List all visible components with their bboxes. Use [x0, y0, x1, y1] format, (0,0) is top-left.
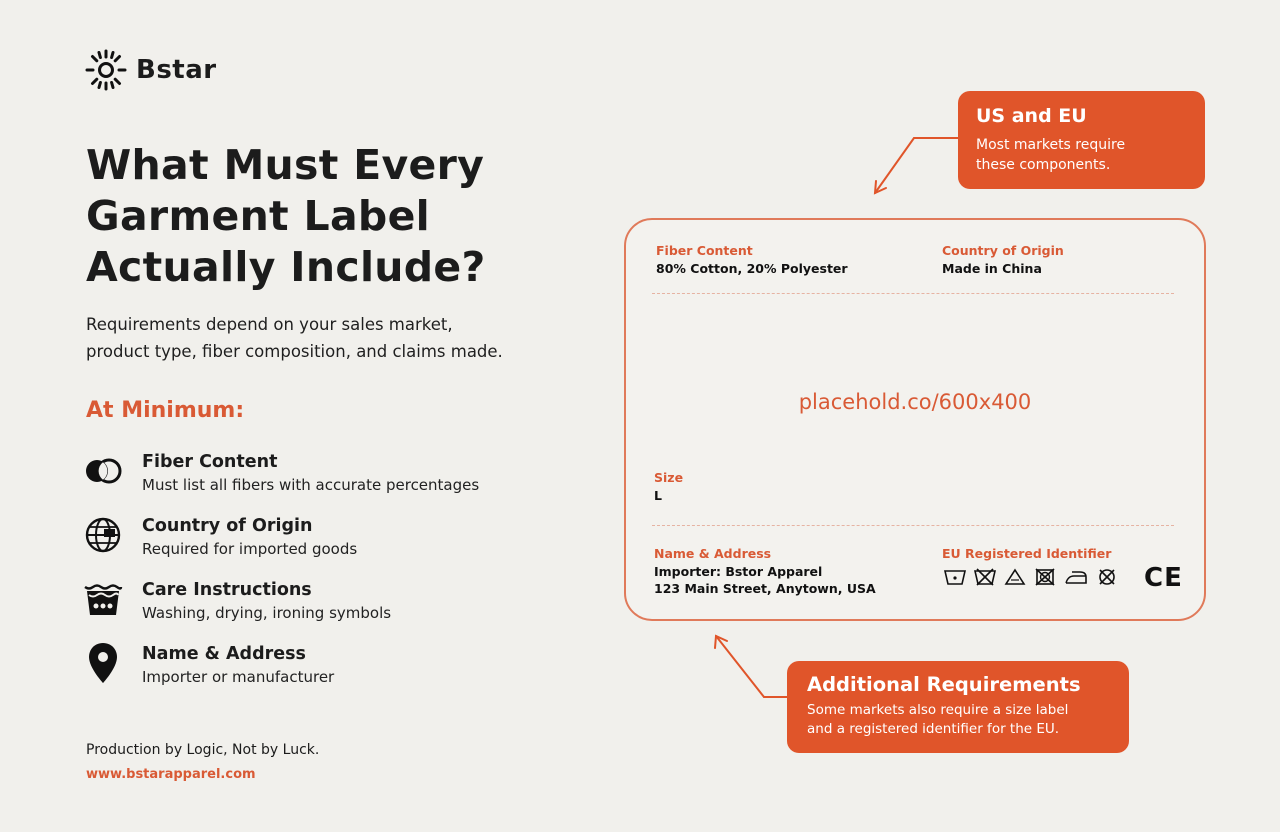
requirement-title: Fiber Content [142, 452, 278, 472]
title-line: Actually Include? [86, 243, 486, 291]
title-line: What Must Every [86, 141, 485, 189]
arrow-to-label-top [875, 138, 958, 193]
callout-title: US and EU [976, 105, 1087, 127]
label-name-address [654, 545, 876, 598]
no-tumble-dry-icon [1034, 568, 1056, 586]
requirement-desc: Importer or manufacturer [142, 668, 335, 686]
no-wash-icon [974, 568, 996, 586]
bleach-triangle-icon [1004, 568, 1026, 586]
arrow-to-label-bottom [715, 636, 787, 697]
callout-line: these components. [976, 157, 1111, 173]
brand-name: Bstar [136, 55, 217, 85]
ce-mark: CE [1144, 563, 1183, 593]
callout-title: Additional Requirements [807, 673, 1081, 696]
callout-us-eu [958, 91, 1205, 189]
callout-line: and a registered identifier for the EU. [807, 721, 1060, 737]
field-label: Country of Origin [942, 243, 1064, 258]
requirement-title: Country of Origin [142, 516, 313, 536]
iron-icon [1064, 568, 1088, 586]
divider [652, 293, 1174, 294]
address-line: Importer: Bstor Apparel [654, 564, 823, 579]
image-placeholder: placehold.co/600x400 [798, 390, 1032, 414]
no-dryclean-icon [1096, 568, 1118, 586]
field-value: 80% Cotton, 20% Polyester [656, 261, 848, 276]
subtitle-line: Requirements depend on your sales market, [86, 315, 453, 334]
divider [652, 525, 1174, 526]
field-label: Fiber Content [656, 243, 753, 258]
garment-label-card [624, 218, 1206, 621]
care-symbols [944, 568, 1118, 586]
title-line: Garment Label [86, 192, 431, 240]
callout-text [976, 135, 1187, 175]
field-value: L [654, 488, 662, 503]
requirement-desc: Must list all fibers with accurate percentages [142, 476, 480, 494]
wash-30-icon [944, 568, 966, 586]
callout-line: Some markets also require a size label [807, 702, 1069, 718]
tagline: Production by Logic, Not by Luck. [86, 742, 320, 758]
subtitle-line: product type, fiber composition, and claims made. [86, 342, 503, 361]
requirement-title: Name & Address [142, 644, 306, 664]
callout-text [807, 701, 1109, 739]
label-size [654, 469, 683, 505]
callout-line: Most markets require [976, 137, 1126, 153]
field-value: Made in China [942, 261, 1042, 276]
website-link[interactable]: www.bstarapparel.com [86, 767, 256, 782]
requirement-desc: Required for imported goods [142, 540, 358, 558]
address-line: 123 Main Street, Anytown, USA [654, 581, 876, 596]
field-label: Size [654, 470, 684, 485]
label-fiber-content [656, 242, 848, 278]
field-label: EU Registered Identifier [942, 546, 1112, 561]
label-country-of-origin [942, 242, 1064, 278]
field-label: Name & Address [654, 546, 772, 561]
callout-additional-requirements [787, 661, 1129, 753]
minimum-heading: At Minimum: [86, 398, 245, 423]
label-eu-identifier [942, 545, 1111, 562]
requirement-title: Care Instructions [142, 580, 312, 600]
requirement-desc: Washing, drying, ironing symbols [142, 604, 392, 622]
